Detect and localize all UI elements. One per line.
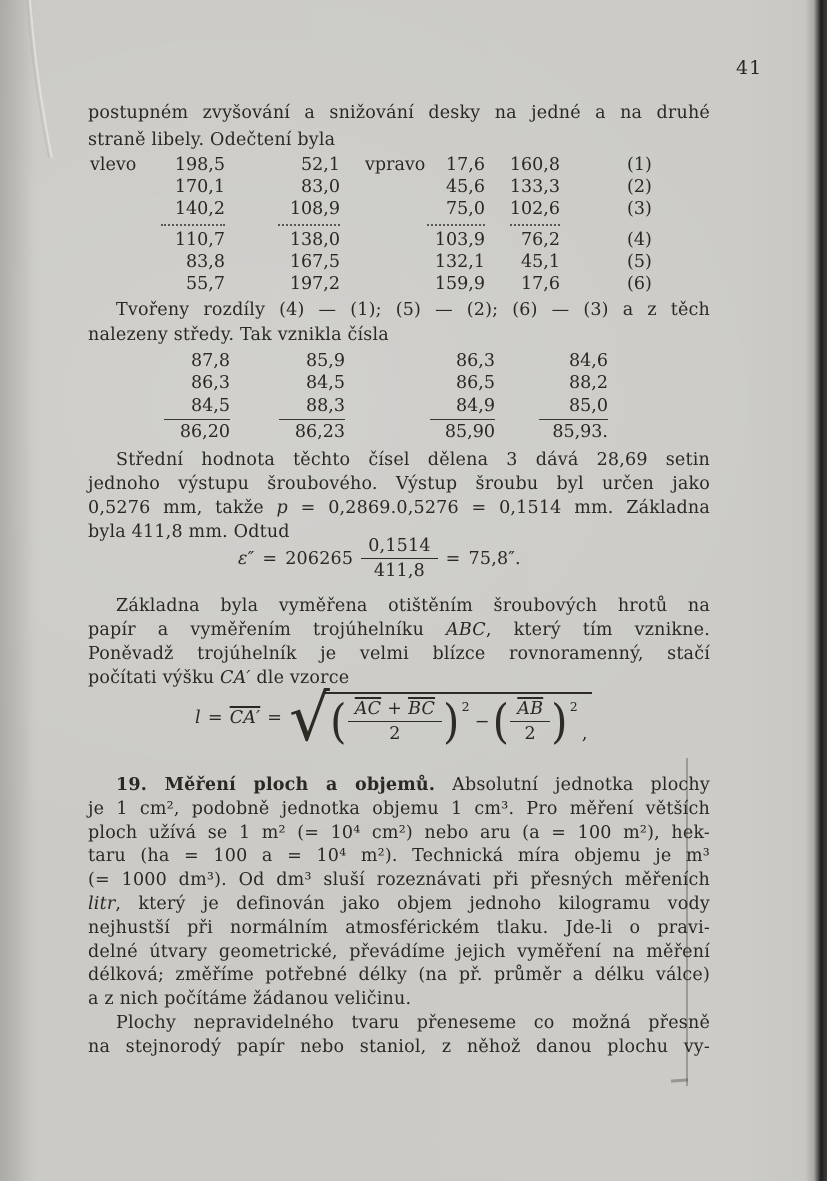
text-line: na stejnorodý papír nebo staniol, z něhož danou plochu vy- bbox=[88, 1036, 710, 1057]
table-cell: 17,6 bbox=[521, 274, 560, 294]
exponent: 2 bbox=[569, 699, 578, 714]
table-row bbox=[88, 350, 628, 372]
table-row-index: (6) bbox=[627, 274, 652, 294]
radicand bbox=[323, 692, 592, 749]
text-line: Plochy nepravidelného tvaru přeneseme co možná přesně bbox=[116, 1013, 710, 1033]
equals-sign: = bbox=[262, 548, 278, 569]
text-segment: dle vzorce bbox=[250, 668, 350, 688]
table-cell: 140,2 bbox=[174, 199, 225, 219]
text-line: postupném zvyšování a snižování desky na jedné a na druhé bbox=[88, 103, 710, 123]
fraction-numerator bbox=[510, 699, 550, 722]
table-cell: 132,1 bbox=[434, 252, 485, 272]
fraction-numerator bbox=[348, 699, 442, 722]
table-cell: 52,1 bbox=[301, 155, 340, 175]
fraction-denominator: 2 bbox=[524, 724, 536, 744]
paragraph-baseline bbox=[88, 594, 710, 690]
text-segment: , který tím vznikne. bbox=[485, 620, 710, 640]
table-cell: 45,6 bbox=[446, 177, 485, 197]
table-cell: 83,0 bbox=[301, 177, 340, 197]
equals-sign: = bbox=[445, 548, 461, 569]
text-line bbox=[88, 496, 710, 520]
variable-p: p bbox=[276, 498, 288, 518]
table-row bbox=[88, 372, 628, 394]
right-paren: ) bbox=[551, 693, 568, 749]
table-cell: 88,3 bbox=[306, 395, 345, 416]
table-row-index: (2) bbox=[627, 177, 652, 197]
text-line: délková; změříme potřebné délky (na př. průměr a délku válce) bbox=[88, 965, 710, 986]
left-edge-shading bbox=[0, 0, 34, 1181]
text-line: Střední hodnota těchto čísel dělena 3 dává 28,69 setin bbox=[116, 450, 710, 470]
equals-sign: = bbox=[267, 708, 283, 728]
table-cell: 88,2 bbox=[569, 373, 608, 394]
text-segment: 0,5276 mm, takže bbox=[88, 498, 277, 518]
readings-table bbox=[88, 154, 678, 295]
text-line bbox=[88, 666, 710, 690]
epsilon-symbol: ε″ bbox=[238, 548, 255, 569]
table-row bbox=[88, 273, 678, 295]
text-line: Poněvadž trojúhelník je velmi blízce rovnoramenný, stačí bbox=[88, 644, 710, 664]
paragraph-irregular-shapes bbox=[88, 1012, 710, 1060]
text-line bbox=[88, 893, 710, 917]
variable-l: l bbox=[195, 708, 201, 728]
page-number: 41 bbox=[736, 57, 763, 79]
table-cell: 160,8 bbox=[509, 155, 560, 175]
table-row bbox=[88, 395, 628, 417]
table-cell: 84,5 bbox=[191, 395, 230, 416]
coefficient: 206265 bbox=[285, 548, 354, 569]
table-cell: 86,5 bbox=[456, 373, 495, 394]
table-sum-cell: 86,23 bbox=[279, 419, 345, 443]
table-cell: 76,2 bbox=[521, 230, 560, 250]
text-line: a z nich počítáme žádanou veličinu. bbox=[88, 989, 412, 1010]
table-sum-cell: 85,90 bbox=[430, 419, 495, 443]
dotted-rule bbox=[427, 224, 485, 226]
square-root bbox=[289, 682, 592, 756]
section-19-measuring-areas-volumes bbox=[88, 774, 710, 1012]
height-ca-label: CA′ bbox=[220, 668, 251, 688]
text-line: straně libely. Odečtení byla bbox=[88, 129, 336, 150]
text-line: ploch užívá se 1 m² (= 10⁴ cm²) nebo aru (a = 100 m²), hek- bbox=[88, 822, 710, 843]
fraction-denominator: 411,8 bbox=[373, 561, 425, 581]
exponent: 2 bbox=[461, 699, 470, 714]
minus-sign: − bbox=[474, 711, 490, 732]
table-row-index: (1) bbox=[627, 155, 652, 175]
table-cell: 75,0 bbox=[446, 199, 485, 219]
table-cell: 102,6 bbox=[509, 199, 560, 219]
segment-ca-overline: CA′ bbox=[229, 708, 261, 728]
paragraph-differences bbox=[88, 298, 710, 348]
text-line: taru (ha = 100 a = 10⁴ m²). Technická míra objemu je m³ bbox=[88, 846, 710, 867]
table-sum-cell: 85,93. bbox=[539, 419, 608, 443]
segment-ac-overline: $\overline{AC}$ bbox=[354, 699, 382, 719]
plus-sign: + bbox=[387, 699, 403, 719]
text-segment: počítati výšku bbox=[88, 668, 220, 688]
text-segment: Absolutní jednotka plochy bbox=[435, 775, 710, 795]
table-cell: 55,7 bbox=[186, 274, 225, 294]
table-sum-cell: 86,20 bbox=[164, 419, 230, 443]
table-cell: 84,6 bbox=[569, 351, 608, 371]
text-segment: papír a vyměřením trojúhelníku bbox=[88, 620, 447, 640]
table-row-index: (3) bbox=[627, 199, 652, 219]
table-label-vpravo: vpravo bbox=[365, 155, 426, 175]
table-cell: 84,9 bbox=[456, 395, 495, 416]
table-row bbox=[88, 229, 678, 251]
segment-ab-overline: $\overline{AB}$ bbox=[517, 699, 544, 719]
table-cell: 108,9 bbox=[289, 199, 340, 219]
section-heading: 19. Měření ploch a objemů. bbox=[116, 775, 436, 795]
table-cell: 85,0 bbox=[569, 395, 608, 416]
left-paren: ( bbox=[330, 693, 347, 749]
term-litr: litr bbox=[88, 893, 116, 914]
text-line: jednoho výstupu šroubového. Výstup šroubu byl určen jako bbox=[88, 474, 710, 494]
text-line: Tvořeny rozdíly (4) — (1); (5) — (2); (6) — (3) a z těch bbox=[116, 300, 710, 320]
segment-bc-overline: $\overline{BC}$ bbox=[408, 699, 436, 719]
section-heading-line bbox=[88, 774, 710, 798]
text-line: je 1 cm², podobně jednotka objemu 1 cm³. Pro měření větších bbox=[88, 798, 710, 819]
table-cell: 86,3 bbox=[456, 351, 495, 371]
text-line: nalezeny středy. Tak vznikla čísla bbox=[88, 325, 389, 345]
text-line bbox=[88, 618, 710, 642]
table-cell: 83,8 bbox=[186, 252, 225, 272]
table-cell: 45,1 bbox=[521, 252, 560, 272]
table-cell: 138,0 bbox=[289, 230, 340, 250]
table-cell: 170,1 bbox=[174, 177, 225, 197]
epsilon-formula bbox=[238, 536, 521, 581]
text-line: nejhustší při normálním atmosférickém tlaku. Jde-li o pravi- bbox=[88, 917, 710, 938]
dotted-rule bbox=[278, 224, 340, 226]
table-cell: 110,7 bbox=[174, 230, 225, 250]
table-cell: 17,6 bbox=[446, 155, 485, 175]
text-line: (= 1000 dm³). Od dm³ sluší rozeznávati při přesných měřeních bbox=[88, 870, 710, 891]
means-table bbox=[88, 350, 628, 443]
fraction bbox=[361, 536, 437, 581]
table-cell: 197,2 bbox=[289, 274, 340, 294]
table-dotted-separator bbox=[88, 220, 678, 229]
equals-sign: = bbox=[207, 708, 223, 728]
left-paren: ( bbox=[492, 693, 510, 749]
table-sum-row bbox=[88, 419, 628, 443]
table-row bbox=[88, 176, 678, 198]
fraction-denominator: 2 bbox=[389, 724, 401, 744]
table-cell: 84,5 bbox=[306, 373, 345, 394]
table-row-index: (5) bbox=[627, 252, 652, 272]
dotted-rule bbox=[161, 224, 225, 226]
fraction-numerator: 0,1514 bbox=[361, 536, 437, 559]
triangle-abc-label: ABC bbox=[446, 620, 486, 640]
table-label-vlevo: vlevo bbox=[90, 155, 137, 175]
text-line: Základna byla vyměřena otištěním šroubových hrotů na bbox=[116, 596, 710, 616]
table-cell: 85,9 bbox=[306, 351, 345, 371]
right-paren: ) bbox=[443, 693, 460, 749]
table-cell: 86,3 bbox=[191, 373, 230, 394]
fraction bbox=[510, 699, 550, 744]
fraction bbox=[348, 699, 442, 744]
height-formula bbox=[195, 682, 592, 756]
table-row-index: (4) bbox=[627, 230, 652, 250]
table-cell: 103,9 bbox=[434, 230, 485, 250]
text-line: byla 411,8 mm. Odtud bbox=[88, 522, 290, 542]
text-segment: = 0,2869.0,5276 = 0,1514 mm. Základna bbox=[287, 498, 710, 518]
dotted-rule bbox=[510, 224, 560, 226]
table-cell: 167,5 bbox=[289, 252, 340, 272]
paragraph-intro bbox=[88, 100, 710, 153]
table-cell: 159,9 bbox=[434, 274, 485, 294]
table-cell: 87,8 bbox=[191, 351, 230, 371]
comma: , bbox=[581, 724, 588, 744]
paragraph-mean-value bbox=[88, 448, 710, 544]
table-cell: 133,3 bbox=[509, 177, 560, 197]
radical-sign: √ bbox=[289, 682, 331, 756]
formula-result: 75,8″. bbox=[468, 548, 521, 569]
text-segment: , který je definován jako objem jednoho kilogramu vody bbox=[115, 893, 710, 914]
table-row bbox=[88, 198, 678, 220]
table-cell: 198,5 bbox=[174, 155, 225, 175]
table-row bbox=[88, 251, 678, 273]
text-line: delné útvary geometrické, převádíme jejich vyměření na měření bbox=[88, 941, 710, 962]
paper-crease bbox=[0, 0, 90, 170]
page-edge-shadow bbox=[805, 0, 827, 1181]
